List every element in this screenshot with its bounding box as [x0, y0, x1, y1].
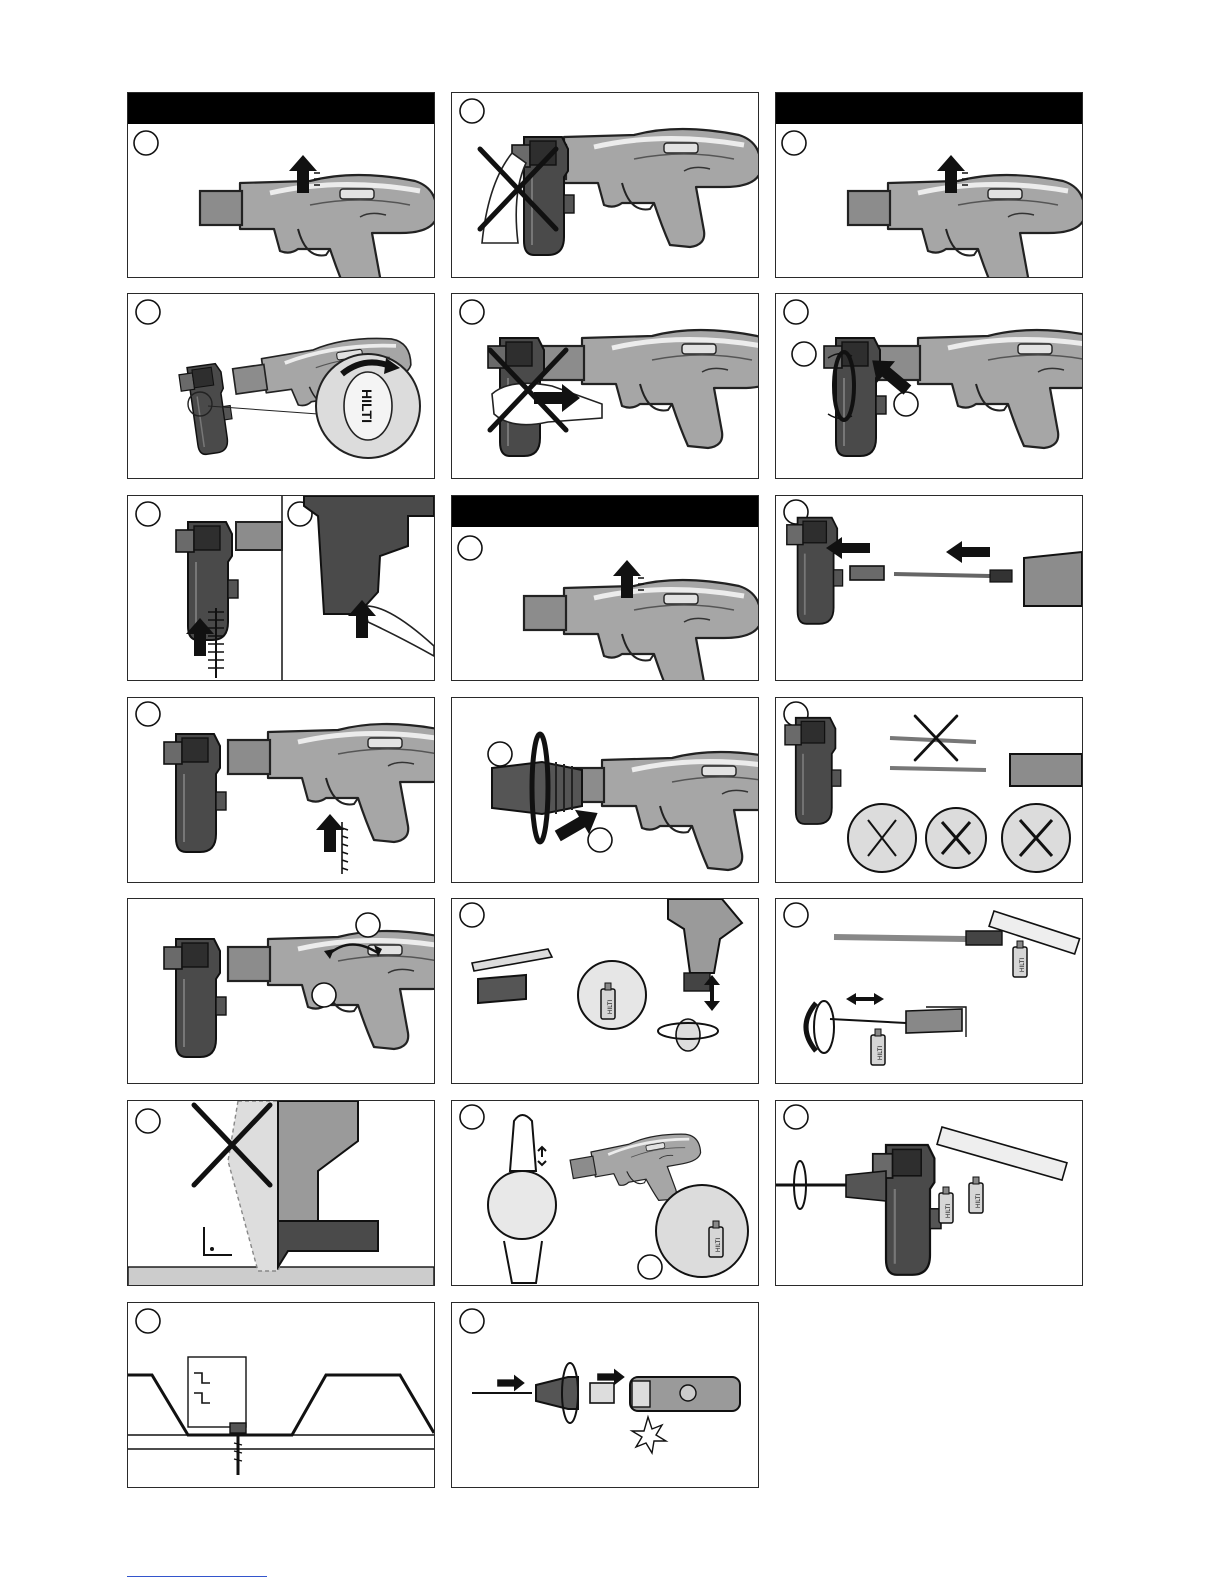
magazine-illustration	[873, 1145, 941, 1275]
step-number-badge	[136, 1309, 160, 1333]
panel-step-12	[775, 697, 1083, 883]
panel-step-3	[775, 92, 1083, 278]
step-number-badge	[784, 903, 808, 927]
step-number-badge	[460, 1105, 484, 1129]
step-number-badge	[460, 1309, 484, 1333]
nosepiece-illustration	[492, 762, 582, 814]
panel-step-16	[127, 1100, 435, 1286]
brush-icon	[510, 1115, 536, 1171]
spray-can-icon	[939, 1187, 953, 1223]
panel-step-17	[451, 1100, 759, 1286]
step-sub-badge	[356, 913, 380, 937]
spray-can-icon	[871, 1029, 885, 1065]
step-number-badge	[136, 1109, 160, 1133]
nail-gun-illustration	[524, 580, 758, 680]
arrow-up-icon	[316, 814, 344, 852]
panel-step-5	[451, 293, 759, 479]
panel-step-8	[451, 495, 759, 681]
piston-illustration	[472, 949, 552, 971]
nail-gun-illustration	[200, 175, 434, 277]
floor-illustration	[128, 1267, 434, 1285]
magazine-closeup-illustration	[304, 496, 434, 614]
step-number-badge	[460, 99, 484, 123]
step-number-badge	[460, 903, 484, 927]
hand-illustration	[482, 153, 526, 243]
spray-can-icon	[969, 1177, 983, 1213]
step-number-badge	[784, 300, 808, 324]
piston-illustration	[894, 574, 990, 576]
step-number-badge	[136, 702, 160, 726]
step-number-badge	[784, 1105, 808, 1129]
arrow-left-icon	[946, 541, 990, 563]
step-sub-badge	[638, 1255, 662, 1279]
step-sub-badge	[588, 828, 612, 852]
panel-step-9	[775, 495, 1083, 681]
panel-step-7	[127, 495, 435, 681]
rotate-icon	[814, 1001, 834, 1053]
step-sub-badge	[312, 983, 336, 1007]
panel-step-19	[127, 1302, 435, 1488]
footer-rule	[127, 1576, 267, 1577]
brush-icon	[937, 1127, 1067, 1180]
magazine-illustration	[178, 362, 236, 456]
nail-head-illustration	[230, 1423, 246, 1433]
step-number-badge	[460, 300, 484, 324]
svg-text:HILTI: HILTI	[359, 389, 375, 423]
right-angle-icon	[204, 1227, 232, 1255]
spark-icon	[632, 1417, 666, 1453]
panel-step-11	[451, 697, 759, 883]
deck-profile-illustration	[128, 1375, 434, 1435]
nail-gun-illustration	[542, 330, 758, 448]
piston-illustration	[834, 937, 966, 939]
magazine-illustration	[164, 734, 226, 852]
panel-step-13	[127, 898, 435, 1084]
panel-step-6	[775, 293, 1083, 479]
spray-can-icon	[709, 1221, 723, 1257]
magazine-illustration	[787, 518, 843, 624]
arrow-right-icon	[497, 1375, 525, 1392]
panel-step-15	[775, 898, 1083, 1084]
step-number-badge	[458, 536, 482, 560]
panel-step-10	[127, 697, 435, 883]
panel-step-20	[451, 1302, 759, 1488]
step-sub-badge	[792, 342, 816, 366]
magazine-illustration	[176, 522, 238, 640]
panel-step-1	[127, 92, 435, 278]
step-number-badge	[136, 502, 160, 526]
panel-step-14	[451, 898, 759, 1084]
magazine-illustration	[164, 939, 226, 1057]
step-sub-badge	[488, 742, 512, 766]
panel-step-2	[451, 92, 759, 278]
step-sub-badge	[894, 392, 918, 416]
step-number-badge	[136, 300, 160, 324]
nail-gun-illustration	[878, 330, 1082, 448]
panel-step-4	[127, 293, 435, 479]
finger-illustration	[364, 606, 434, 656]
magazine-illustration	[785, 718, 841, 824]
nail-gun-illustration	[562, 752, 758, 870]
magnifier-circle-icon	[488, 1171, 556, 1239]
spray-can-icon	[601, 983, 615, 1019]
panel-step-18	[775, 1100, 1083, 1286]
spray-can-icon	[1013, 941, 1027, 977]
guide-plate-illustration	[188, 1357, 246, 1427]
step-number-badge	[134, 131, 158, 155]
nail-gun-illustration	[848, 175, 1082, 277]
magnifier-circle-icon	[656, 1185, 748, 1277]
step-number-badge	[782, 131, 806, 155]
